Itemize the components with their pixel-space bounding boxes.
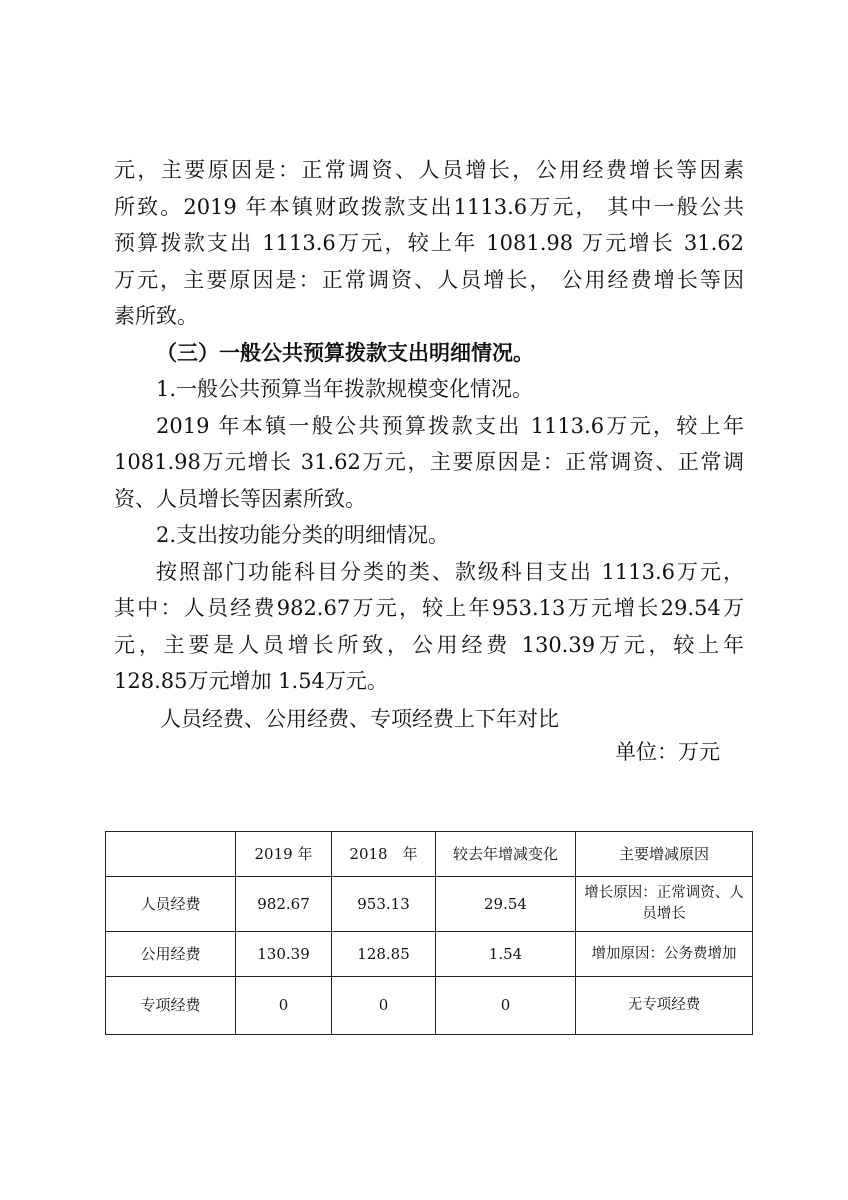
- header-cell-empty: [106, 832, 236, 877]
- value-change: 0: [436, 977, 576, 1035]
- document-body: [114, 152, 744, 767]
- header-cell-2019: 2019 年: [236, 832, 332, 877]
- paragraph-line: 128.85万元增加 1.54万元。: [114, 669, 388, 693]
- paragraph-line: 万元，主要原因是：正常调资、人员增长， 公用经费增长等因: [114, 267, 744, 292]
- table-row: [106, 877, 753, 932]
- paragraph-line: 所致。2019 年本镇财政拨款支出1113.6万元， 其中一般公共: [114, 194, 744, 219]
- value-reason: 增长原因：正常调资、人员增长: [576, 877, 753, 932]
- row-label: 人员经费: [106, 877, 236, 932]
- value-2019: 0: [236, 977, 332, 1035]
- value-2018: 0: [332, 977, 436, 1035]
- header-cell-2018: 2018 年: [332, 832, 436, 877]
- paragraph-line: 资、人员增长等因素所致。: [114, 486, 366, 511]
- value-2019: 982.67: [236, 877, 332, 932]
- value-reason: 无专项经费: [576, 977, 753, 1035]
- paragraph-line: 其中：人员经费982.67万元，较上年953.13万元增长29.54万: [114, 596, 744, 620]
- unit-label: 单位：万元: [615, 739, 720, 764]
- paragraph-line: 元，主要是人员增长所致，公用经费 130.39万元，较上年: [114, 632, 744, 657]
- table-title: 人员经费、公用经费、专项经费上下年对比: [160, 706, 559, 731]
- subsection-heading: 1.一般公共预算当年拨款规模变化情况。: [156, 377, 534, 401]
- paragraph-line: 素所致。: [114, 304, 198, 328]
- header-cell-reason: 主要增减原因: [576, 832, 753, 877]
- value-2019: 130.39: [236, 932, 332, 977]
- row-label: 公用经费: [106, 932, 236, 977]
- value-reason: 增加原因：公务费增加: [576, 932, 753, 977]
- table-row: [106, 932, 753, 977]
- value-2018: 128.85: [332, 932, 436, 977]
- table-header-row: [106, 832, 753, 877]
- value-2018: 953.13: [332, 877, 436, 932]
- paragraph-line: 按照部门功能科目分类的类、款级科目支出 1113.6万元，: [156, 559, 744, 584]
- row-label: 专项经费: [106, 977, 236, 1035]
- paragraph-line: 1081.98万元增长 31.62万元，主要原因是：正常调资、正常调: [114, 450, 744, 474]
- expense-comparison-table: [105, 831, 753, 1035]
- subsection-heading: 2.支出按功能分类的明细情况。: [156, 523, 450, 547]
- section-heading: （三）一般公共预算拨款支出明细情况。: [156, 339, 534, 365]
- paragraph-line: 2019 年本镇一般公共预算拨款支出 1113.6万元，较上年: [156, 413, 744, 438]
- paragraph-line: 预算拨款支出 1113.6万元，较上年 1081.98 万元增长 31.62: [114, 231, 744, 255]
- header-cell-change: 较去年增减变化: [436, 832, 576, 877]
- paragraph-line: 元，主要原因是：正常调资、人员增长，公用经费增长等因素: [114, 158, 744, 182]
- table-row: [106, 977, 753, 1035]
- value-change: 29.54: [436, 877, 576, 932]
- value-change: 1.54: [436, 932, 576, 977]
